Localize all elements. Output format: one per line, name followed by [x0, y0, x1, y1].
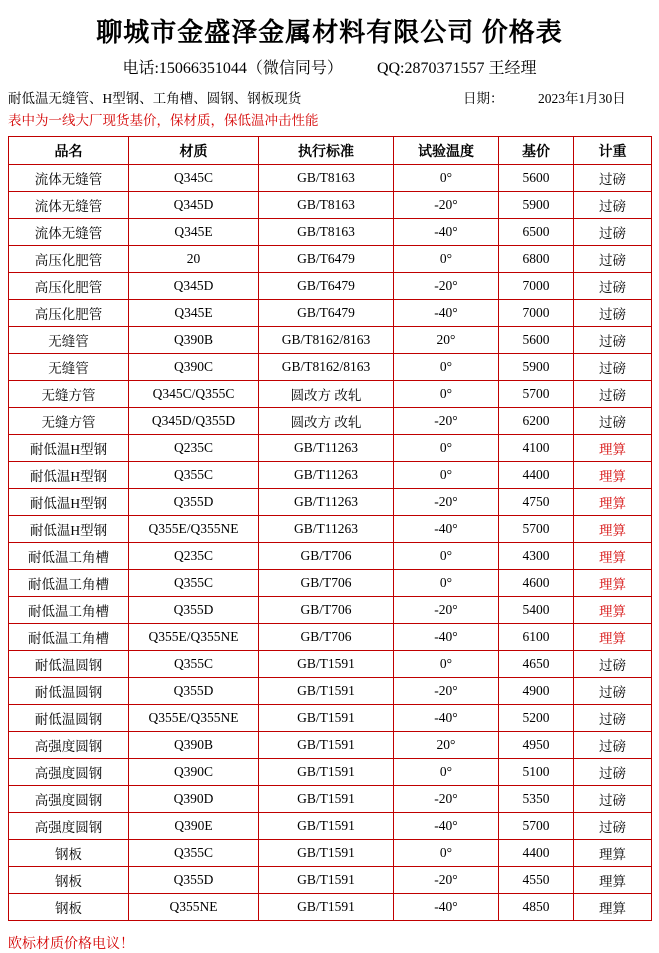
cell-name: 高强度圆钢 [9, 813, 129, 840]
table-row [9, 327, 652, 354]
cell-price: 4750 [499, 489, 574, 516]
cell-standard: GB/T8163 [259, 219, 394, 246]
cell-material: Q390D [129, 786, 259, 813]
cell-name: 耐低温工角槽 [9, 543, 129, 570]
cell-name: 高压化肥管 [9, 273, 129, 300]
table-row [9, 246, 652, 273]
cell-name: 耐低温H型钢 [9, 516, 129, 543]
cell-name: 流体无缝管 [9, 219, 129, 246]
qq-label: QQ:2870371557 王经理 [376, 60, 537, 77]
cell-temperature: -40° [394, 813, 499, 840]
cell-weight: 理算 [574, 624, 652, 651]
cell-name: 无缝管 [9, 327, 129, 354]
cell-standard: GB/T706 [259, 543, 394, 570]
table-row [9, 165, 652, 192]
cell-standard: GB/T8162/8163 [259, 327, 394, 354]
table-row [9, 516, 652, 543]
phone-label: 电话:15066351044（微信同号） [122, 60, 343, 77]
column-header-standard: 执行标准 [259, 137, 394, 165]
column-header-temperature: 试验温度 [394, 137, 499, 165]
column-header-weight: 计重 [574, 137, 652, 165]
cell-price: 4550 [499, 867, 574, 894]
cell-material: Q355NE [129, 894, 259, 921]
cell-name: 耐低温H型钢 [9, 435, 129, 462]
cell-standard: GB/T11263 [259, 489, 394, 516]
stock-note: 耐低温无缝管、H型钢、工角槽、圆钢、钢板现货 [8, 91, 302, 106]
cell-price: 4400 [499, 840, 574, 867]
cell-material: Q390B [129, 732, 259, 759]
cell-material: Q235C [129, 435, 259, 462]
cell-material: Q345E [129, 219, 259, 246]
table-row [9, 273, 652, 300]
cell-material: Q390B [129, 327, 259, 354]
date-value: 2023年1月30日 [538, 91, 626, 106]
cell-price: 5900 [499, 192, 574, 219]
cell-temperature: -20° [394, 786, 499, 813]
cell-weight: 理算 [574, 435, 652, 462]
cell-material: Q235C [129, 543, 259, 570]
cell-standard: GB/T6479 [259, 273, 394, 300]
table-row [9, 624, 652, 651]
cell-material: Q345D/Q355D [129, 408, 259, 435]
cell-weight: 过磅 [574, 732, 652, 759]
cell-temperature: -40° [394, 516, 499, 543]
cell-name: 无缝方管 [9, 381, 129, 408]
cell-material: Q355C [129, 651, 259, 678]
cell-weight: 过磅 [574, 273, 652, 300]
cell-price: 4100 [499, 435, 574, 462]
cell-weight: 过磅 [574, 300, 652, 327]
cell-standard: GB/T11263 [259, 516, 394, 543]
cell-material: Q390C [129, 354, 259, 381]
cell-standard: 圆改方 改轧 [259, 408, 394, 435]
cell-temperature: -20° [394, 273, 499, 300]
table-row [9, 786, 652, 813]
cell-price: 5600 [499, 165, 574, 192]
cell-weight: 过磅 [574, 651, 652, 678]
cell-name: 高压化肥管 [9, 300, 129, 327]
cell-temperature: 0° [394, 462, 499, 489]
cell-standard: GB/T1591 [259, 786, 394, 813]
cell-material: Q345C [129, 165, 259, 192]
cell-name: 耐低温H型钢 [9, 462, 129, 489]
cell-temperature: -20° [394, 192, 499, 219]
cell-material: Q355E/Q355NE [129, 516, 259, 543]
cell-price: 6800 [499, 246, 574, 273]
cell-material: 20 [129, 246, 259, 273]
cell-material: Q345D [129, 192, 259, 219]
cell-standard: GB/T706 [259, 597, 394, 624]
cell-standard: GB/T8163 [259, 192, 394, 219]
cell-weight: 过磅 [574, 408, 652, 435]
cell-weight: 过磅 [574, 165, 652, 192]
table-row [9, 867, 652, 894]
cell-standard: GB/T1591 [259, 867, 394, 894]
cell-standard: GB/T1591 [259, 813, 394, 840]
cell-price: 4300 [499, 543, 574, 570]
cell-temperature: 0° [394, 381, 499, 408]
column-header-name: 品名 [9, 137, 129, 165]
cell-weight: 过磅 [574, 786, 652, 813]
cell-weight: 过磅 [574, 705, 652, 732]
table-row [9, 759, 652, 786]
cell-temperature: -20° [394, 867, 499, 894]
cell-temperature: 0° [394, 246, 499, 273]
cell-temperature: -20° [394, 489, 499, 516]
table-row [9, 732, 652, 759]
cell-standard: GB/T6479 [259, 246, 394, 273]
cell-name: 耐低温工角槽 [9, 597, 129, 624]
table-row [9, 300, 652, 327]
cell-name: 流体无缝管 [9, 192, 129, 219]
cell-price: 7000 [499, 300, 574, 327]
cell-name: 耐低温工角槽 [9, 570, 129, 597]
cell-temperature: 0° [394, 651, 499, 678]
cell-temperature: -40° [394, 300, 499, 327]
cell-name: 高强度圆钢 [9, 786, 129, 813]
table-row [9, 435, 652, 462]
cell-standard: 圆改方 改轧 [259, 381, 394, 408]
cell-temperature: 0° [394, 570, 499, 597]
cell-price: 5900 [499, 354, 574, 381]
cell-standard: GB/T6479 [259, 300, 394, 327]
cell-weight: 过磅 [574, 678, 652, 705]
table-row [9, 462, 652, 489]
cell-weight: 理算 [574, 543, 652, 570]
cell-name: 耐低温圆钢 [9, 651, 129, 678]
cell-standard: GB/T1591 [259, 759, 394, 786]
cell-price: 4850 [499, 894, 574, 921]
cell-weight: 过磅 [574, 813, 652, 840]
cell-price: 6100 [499, 624, 574, 651]
cell-weight: 过磅 [574, 381, 652, 408]
cell-standard: GB/T706 [259, 624, 394, 651]
cell-price: 6500 [499, 219, 574, 246]
cell-material: Q355C [129, 570, 259, 597]
cell-price: 4650 [499, 651, 574, 678]
cell-name: 高强度圆钢 [9, 759, 129, 786]
cell-temperature: -40° [394, 219, 499, 246]
table-row [9, 408, 652, 435]
cell-weight: 理算 [574, 570, 652, 597]
table-row [9, 489, 652, 516]
cell-name: 钢板 [9, 894, 129, 921]
cell-name: 钢板 [9, 840, 129, 867]
cell-weight: 理算 [574, 489, 652, 516]
cell-temperature: -40° [394, 894, 499, 921]
cell-standard: GB/T1591 [259, 732, 394, 759]
cell-name: 高强度圆钢 [9, 732, 129, 759]
page-title: 聊城市金盛泽金属材料有限公司 价格表 [96, 18, 563, 47]
cell-material: Q355D [129, 678, 259, 705]
cell-price: 4900 [499, 678, 574, 705]
cell-price: 5700 [499, 381, 574, 408]
cell-name: 无缝方管 [9, 408, 129, 435]
cell-standard: GB/T11263 [259, 462, 394, 489]
cell-temperature: -20° [394, 597, 499, 624]
table-row [9, 678, 652, 705]
cell-temperature: 0° [394, 543, 499, 570]
table-row [9, 570, 652, 597]
cell-weight: 过磅 [574, 246, 652, 273]
cell-standard: GB/T8163 [259, 165, 394, 192]
cell-name: 耐低温工角槽 [9, 624, 129, 651]
cell-name: 无缝管 [9, 354, 129, 381]
cell-name: 流体无缝管 [9, 165, 129, 192]
contact-row [8, 55, 651, 88]
red-note: 表中为一线大厂现货基价，保材质，保低温冲击性能 [8, 113, 319, 128]
column-header-price: 基价 [499, 137, 574, 165]
cell-material: Q355E/Q355NE [129, 624, 259, 651]
cell-temperature: 0° [394, 354, 499, 381]
table-row [9, 894, 652, 921]
cell-price: 4400 [499, 462, 574, 489]
cell-weight: 理算 [574, 516, 652, 543]
cell-standard: GB/T1591 [259, 840, 394, 867]
footer-note: 欧标材质价格电议！ [8, 937, 134, 952]
date-label: 日期： [463, 91, 504, 106]
cell-standard: GB/T11263 [259, 435, 394, 462]
cell-material: Q345E [129, 300, 259, 327]
cell-standard: GB/T8162/8163 [259, 354, 394, 381]
cell-material: Q355D [129, 867, 259, 894]
cell-material: Q345D [129, 273, 259, 300]
cell-name: 耐低温圆钢 [9, 678, 129, 705]
table-row [9, 192, 652, 219]
cell-name: 高压化肥管 [9, 246, 129, 273]
stock-and-date-row [8, 88, 651, 110]
table-row [9, 705, 652, 732]
cell-price: 5700 [499, 516, 574, 543]
cell-material: Q355D [129, 597, 259, 624]
cell-material: Q390C [129, 759, 259, 786]
table-row [9, 219, 652, 246]
cell-material: Q355C [129, 840, 259, 867]
cell-temperature: 0° [394, 165, 499, 192]
cell-price: 4950 [499, 732, 574, 759]
cell-price: 5400 [499, 597, 574, 624]
cell-price: 4600 [499, 570, 574, 597]
cell-material: Q355C [129, 462, 259, 489]
cell-material: Q355E/Q355NE [129, 705, 259, 732]
table-row [9, 381, 652, 408]
cell-temperature: 0° [394, 840, 499, 867]
cell-name: 耐低温圆钢 [9, 705, 129, 732]
cell-standard: GB/T1591 [259, 705, 394, 732]
table-row [9, 543, 652, 570]
cell-standard: GB/T1591 [259, 678, 394, 705]
table-row [9, 354, 652, 381]
cell-weight: 过磅 [574, 219, 652, 246]
cell-weight: 过磅 [574, 327, 652, 354]
cell-weight: 理算 [574, 894, 652, 921]
cell-temperature: -20° [394, 678, 499, 705]
cell-material: Q390E [129, 813, 259, 840]
cell-price: 5350 [499, 786, 574, 813]
cell-temperature: -40° [394, 624, 499, 651]
cell-temperature: 0° [394, 435, 499, 462]
cell-temperature: -20° [394, 408, 499, 435]
cell-price: 7000 [499, 273, 574, 300]
cell-weight: 理算 [574, 867, 652, 894]
cell-standard: GB/T1591 [259, 651, 394, 678]
cell-temperature: 20° [394, 327, 499, 354]
cell-weight: 理算 [574, 462, 652, 489]
table-row [9, 597, 652, 624]
cell-temperature: -40° [394, 705, 499, 732]
cell-weight: 理算 [574, 597, 652, 624]
cell-name: 钢板 [9, 867, 129, 894]
cell-weight: 理算 [574, 840, 652, 867]
cell-weight: 过磅 [574, 354, 652, 381]
cell-weight: 过磅 [574, 759, 652, 786]
cell-standard: GB/T706 [259, 570, 394, 597]
cell-standard: GB/T1591 [259, 894, 394, 921]
cell-temperature: 0° [394, 759, 499, 786]
table-row [9, 651, 652, 678]
price-table [8, 136, 652, 921]
cell-weight: 过磅 [574, 192, 652, 219]
cell-temperature: 20° [394, 732, 499, 759]
table-row [9, 813, 652, 840]
cell-material: Q345C/Q355C [129, 381, 259, 408]
cell-price: 6200 [499, 408, 574, 435]
cell-price: 5200 [499, 705, 574, 732]
cell-material: Q355D [129, 489, 259, 516]
cell-price: 5600 [499, 327, 574, 354]
cell-price: 5700 [499, 813, 574, 840]
table-row [9, 840, 652, 867]
table-header-row [9, 137, 652, 165]
column-header-material: 材质 [129, 137, 259, 165]
cell-price: 5100 [499, 759, 574, 786]
cell-name: 耐低温H型钢 [9, 489, 129, 516]
